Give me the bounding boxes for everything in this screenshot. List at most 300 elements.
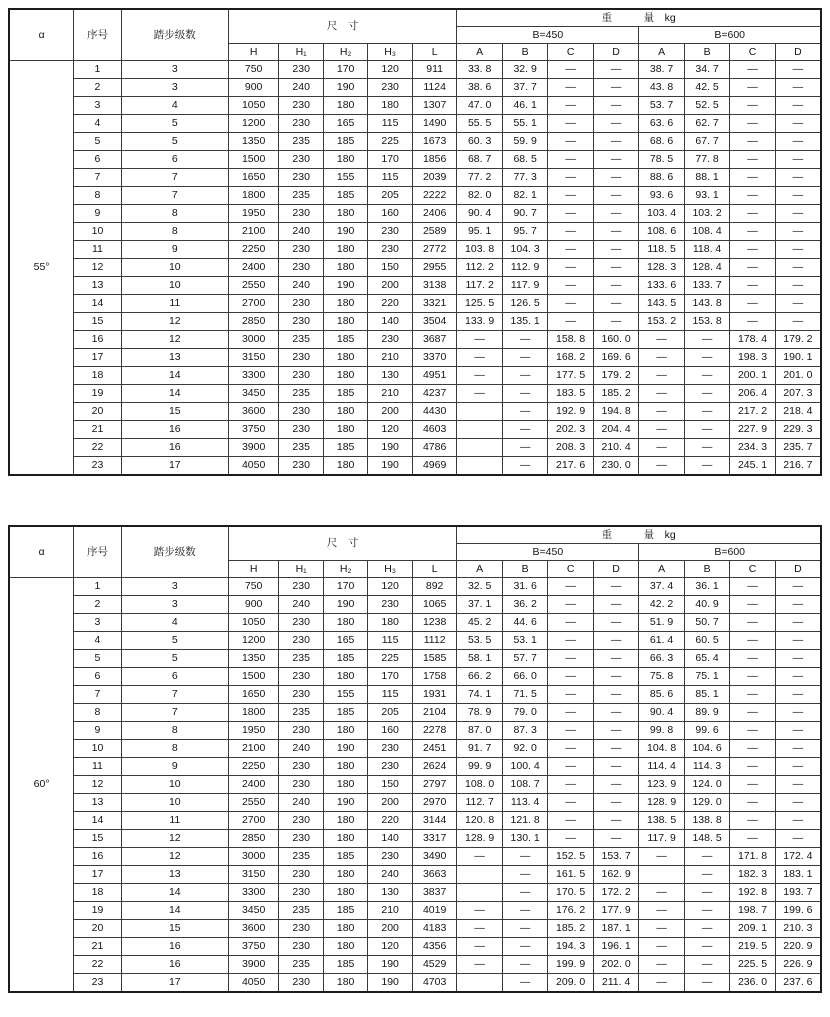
cell-b450-d: —	[593, 668, 638, 686]
cell-h1: 230	[279, 61, 323, 79]
cell-b450-a: 58. 1	[457, 650, 502, 668]
cell-h3: 230	[368, 331, 412, 349]
col-header-b450-d: D	[593, 561, 638, 578]
cell-b600-a: 114. 4	[639, 758, 684, 776]
cell-b600-b: 40. 9	[684, 596, 729, 614]
spec-table-55deg	[8, 8, 822, 476]
cell-b450-d: —	[593, 596, 638, 614]
table-body	[9, 578, 821, 993]
cell-h3: 170	[368, 668, 412, 686]
cell-h: 1500	[228, 668, 279, 686]
cell-h1: 230	[279, 367, 323, 385]
cell-serial: 22	[74, 956, 122, 974]
cell-h3: 230	[368, 79, 412, 97]
cell-b450-c: —	[548, 259, 593, 277]
cell-h: 1200	[228, 632, 279, 650]
cell-h: 3300	[228, 367, 279, 385]
cell-b450-c: 208. 3	[548, 439, 593, 457]
cell-l: 3144	[412, 812, 457, 830]
cell-b600-b: —	[684, 457, 729, 476]
cell-b450-b: 77. 3	[502, 169, 547, 187]
cell-steps: 16	[121, 956, 228, 974]
table-row	[9, 704, 821, 722]
cell-b600-c: —	[730, 740, 775, 758]
cell-b600-a: 37. 4	[639, 578, 684, 596]
cell-h: 1650	[228, 686, 279, 704]
cell-b450-d: —	[593, 169, 638, 187]
cell-b450-c: —	[548, 205, 593, 223]
cell-b450-a: 87. 0	[457, 722, 502, 740]
cell-b450-a: 125. 5	[457, 295, 502, 313]
cell-serial: 18	[74, 884, 122, 902]
cell-serial: 19	[74, 902, 122, 920]
cell-b600-a: —	[639, 884, 684, 902]
cell-b600-a: 138. 5	[639, 812, 684, 830]
cell-h3: 230	[368, 758, 412, 776]
cell-b600-c: —	[730, 61, 775, 79]
cell-b450-b: —	[502, 457, 547, 476]
cell-b450-c: 183. 5	[548, 385, 593, 403]
cell-h2: 180	[323, 866, 367, 884]
cell-b450-a: 120. 8	[457, 812, 502, 830]
cell-b600-d: —	[775, 259, 821, 277]
cell-steps: 8	[121, 722, 228, 740]
cell-b450-d: —	[593, 295, 638, 313]
cell-h: 3450	[228, 385, 279, 403]
cell-b450-b: —	[502, 385, 547, 403]
cell-l: 3490	[412, 848, 457, 866]
cell-h3: 210	[368, 902, 412, 920]
cell-h1: 235	[279, 187, 323, 205]
cell-steps: 4	[121, 614, 228, 632]
cell-b450-a: 74. 1	[457, 686, 502, 704]
cell-b450-b: —	[502, 331, 547, 349]
cell-steps: 10	[121, 259, 228, 277]
cell-b600-b: —	[684, 866, 729, 884]
cell-h3: 130	[368, 367, 412, 385]
cell-b600-c: —	[730, 169, 775, 187]
table-row	[9, 632, 821, 650]
cell-b600-d: —	[775, 295, 821, 313]
cell-l: 2772	[412, 241, 457, 259]
cell-b600-a: —	[639, 439, 684, 457]
col-header-h1: H₁	[279, 44, 323, 61]
col-header-dimensions: 尺 寸	[228, 526, 457, 561]
cell-b600-b: 133. 7	[684, 277, 729, 295]
cell-b450-d: 230. 0	[593, 457, 638, 476]
cell-b450-d: —	[593, 704, 638, 722]
cell-steps: 12	[121, 313, 228, 331]
cell-serial: 14	[74, 812, 122, 830]
col-header-b600-c: C	[730, 44, 775, 61]
cell-b600-b: —	[684, 385, 729, 403]
cell-h1: 230	[279, 403, 323, 421]
cell-steps: 7	[121, 686, 228, 704]
cell-b600-b: 108. 4	[684, 223, 729, 241]
cell-b600-b: —	[684, 902, 729, 920]
cell-b450-c: 199. 9	[548, 956, 593, 974]
cell-steps: 8	[121, 223, 228, 241]
cell-serial: 20	[74, 920, 122, 938]
cell-b450-a: 78. 9	[457, 704, 502, 722]
cell-b450-a: 91. 7	[457, 740, 502, 758]
cell-b600-d: —	[775, 133, 821, 151]
cell-b450-b: 44. 6	[502, 614, 547, 632]
cell-serial: 21	[74, 938, 122, 956]
cell-l: 4019	[412, 902, 457, 920]
cell-h2: 170	[323, 578, 367, 596]
cell-b450-c: —	[548, 830, 593, 848]
cell-l: 4786	[412, 439, 457, 457]
cell-l: 2222	[412, 187, 457, 205]
cell-b600-d: —	[775, 686, 821, 704]
cell-serial: 11	[74, 241, 122, 259]
col-header-h1: H₁	[279, 561, 323, 578]
cell-h1: 240	[279, 223, 323, 241]
col-header-h3: H₃	[368, 561, 412, 578]
cell-l: 4529	[412, 956, 457, 974]
cell-b450-d: —	[593, 686, 638, 704]
cell-b600-d: 235. 7	[775, 439, 821, 457]
cell-b600-c: 182. 3	[730, 866, 775, 884]
cell-b600-b: —	[684, 439, 729, 457]
col-header-b450-a: A	[457, 44, 502, 61]
cell-b450-c: 194. 3	[548, 938, 593, 956]
cell-b600-d: 183. 1	[775, 866, 821, 884]
cell-h1: 235	[279, 385, 323, 403]
cell-b450-b: 104. 3	[502, 241, 547, 259]
cell-h3: 190	[368, 956, 412, 974]
cell-h2: 180	[323, 259, 367, 277]
cell-b450-a: 82. 0	[457, 187, 502, 205]
cell-serial: 19	[74, 385, 122, 403]
cell-l: 2039	[412, 169, 457, 187]
cell-l: 1585	[412, 650, 457, 668]
table-row	[9, 403, 821, 421]
cell-serial: 6	[74, 668, 122, 686]
cell-b450-c: —	[548, 758, 593, 776]
cell-h: 1350	[228, 133, 279, 151]
cell-h: 3150	[228, 349, 279, 367]
cell-b600-c: —	[730, 776, 775, 794]
table-row	[9, 61, 821, 79]
cell-h2: 180	[323, 884, 367, 902]
cell-b600-a: —	[639, 848, 684, 866]
cell-b600-d: 207. 3	[775, 385, 821, 403]
cell-b600-d: —	[775, 812, 821, 830]
cell-h: 2400	[228, 259, 279, 277]
table-row	[9, 79, 821, 97]
cell-b450-c: 217. 6	[548, 457, 593, 476]
cell-h3: 120	[368, 421, 412, 439]
cell-b450-a	[457, 884, 502, 902]
cell-b450-a: 133. 9	[457, 313, 502, 331]
cell-l: 3317	[412, 830, 457, 848]
cell-b600-c: 192. 8	[730, 884, 775, 902]
cell-b600-d: 216. 7	[775, 457, 821, 476]
cell-steps: 14	[121, 884, 228, 902]
cell-b450-c: —	[548, 722, 593, 740]
cell-l: 2624	[412, 758, 457, 776]
cell-serial: 8	[74, 187, 122, 205]
cell-b450-d: —	[593, 812, 638, 830]
cell-b600-c: 217. 2	[730, 403, 775, 421]
cell-b600-d: 218. 4	[775, 403, 821, 421]
cell-h1: 230	[279, 97, 323, 115]
cell-b450-b: 117. 9	[502, 277, 547, 295]
cell-l: 1673	[412, 133, 457, 151]
cell-h2: 190	[323, 277, 367, 295]
col-header-l: L	[412, 561, 457, 578]
alpha-value: 55°	[9, 61, 74, 476]
table-row	[9, 331, 821, 349]
cell-h2: 185	[323, 439, 367, 457]
cell-steps: 14	[121, 385, 228, 403]
cell-h3: 200	[368, 794, 412, 812]
cell-b600-d: —	[775, 668, 821, 686]
cell-h2: 180	[323, 349, 367, 367]
cell-h2: 185	[323, 704, 367, 722]
cell-b450-d: —	[593, 740, 638, 758]
cell-b600-b: 153. 8	[684, 313, 729, 331]
cell-b600-d: —	[775, 169, 821, 187]
cell-serial: 15	[74, 830, 122, 848]
cell-h: 2400	[228, 776, 279, 794]
cell-b450-b: 68. 5	[502, 151, 547, 169]
cell-b600-a: 78. 5	[639, 151, 684, 169]
cell-h1: 230	[279, 668, 323, 686]
cell-h: 3600	[228, 920, 279, 938]
cell-b600-a: 143. 5	[639, 295, 684, 313]
cell-b450-a: 103. 8	[457, 241, 502, 259]
col-header-b450-d: D	[593, 44, 638, 61]
cell-b600-d: —	[775, 794, 821, 812]
cell-b600-d: —	[775, 830, 821, 848]
table-row	[9, 259, 821, 277]
cell-steps: 5	[121, 115, 228, 133]
cell-b450-a	[457, 403, 502, 421]
cell-b600-c: —	[730, 722, 775, 740]
cell-h: 3750	[228, 938, 279, 956]
cell-h: 2700	[228, 295, 279, 313]
cell-b450-d: 153. 7	[593, 848, 638, 866]
cell-l: 3837	[412, 884, 457, 902]
cell-h1: 230	[279, 686, 323, 704]
cell-b600-b: 36. 1	[684, 578, 729, 596]
cell-h: 1800	[228, 704, 279, 722]
cell-steps: 14	[121, 367, 228, 385]
cell-steps: 3	[121, 61, 228, 79]
cell-h: 4050	[228, 457, 279, 476]
cell-h3: 150	[368, 776, 412, 794]
cell-b450-d: 179. 2	[593, 367, 638, 385]
cell-b450-a: —	[457, 956, 502, 974]
cell-b600-a: 61. 4	[639, 632, 684, 650]
table-row	[9, 277, 821, 295]
cell-b450-a: 112. 7	[457, 794, 502, 812]
cell-b450-a	[457, 457, 502, 476]
cell-h1: 230	[279, 295, 323, 313]
cell-l: 2406	[412, 205, 457, 223]
cell-b600-c: 206. 4	[730, 385, 775, 403]
cell-steps: 7	[121, 169, 228, 187]
cell-b450-b: 90. 7	[502, 205, 547, 223]
cell-h1: 230	[279, 866, 323, 884]
cell-b450-d: —	[593, 614, 638, 632]
cell-b450-d: 210. 4	[593, 439, 638, 457]
cell-h3: 160	[368, 205, 412, 223]
cell-h1: 230	[279, 349, 323, 367]
cell-b600-d: 172. 4	[775, 848, 821, 866]
cell-h: 3750	[228, 421, 279, 439]
cell-b450-b: 126. 5	[502, 295, 547, 313]
cell-h2: 180	[323, 920, 367, 938]
cell-serial: 16	[74, 331, 122, 349]
cell-b450-c: —	[548, 223, 593, 241]
cell-b450-c: —	[548, 776, 593, 794]
cell-h1: 230	[279, 259, 323, 277]
cell-h1: 230	[279, 830, 323, 848]
cell-h1: 240	[279, 740, 323, 758]
cell-b600-a: 128. 3	[639, 259, 684, 277]
cell-steps: 6	[121, 151, 228, 169]
table-row	[9, 776, 821, 794]
cell-h2: 185	[323, 133, 367, 151]
cell-h2: 185	[323, 902, 367, 920]
cell-b450-b: 95. 7	[502, 223, 547, 241]
cell-h: 1650	[228, 169, 279, 187]
cell-h: 1950	[228, 722, 279, 740]
cell-h3: 200	[368, 920, 412, 938]
cell-h: 1500	[228, 151, 279, 169]
cell-h2: 185	[323, 331, 367, 349]
cell-steps: 17	[121, 974, 228, 993]
cell-steps: 16	[121, 439, 228, 457]
cell-b600-b: —	[684, 920, 729, 938]
cell-b600-c: —	[730, 295, 775, 313]
cell-h1: 230	[279, 169, 323, 187]
cell-steps: 5	[121, 133, 228, 151]
col-header-b600: B=600	[639, 27, 821, 44]
cell-h: 750	[228, 578, 279, 596]
col-header-h: H	[228, 561, 279, 578]
cell-h2: 180	[323, 151, 367, 169]
cell-serial: 3	[74, 614, 122, 632]
cell-b600-b: —	[684, 331, 729, 349]
cell-h2: 180	[323, 974, 367, 993]
cell-b450-d: 194. 8	[593, 403, 638, 421]
cell-b450-b: 46. 1	[502, 97, 547, 115]
col-header-b600: B=600	[639, 544, 821, 561]
cell-l: 3321	[412, 295, 457, 313]
table-row	[9, 385, 821, 403]
cell-b450-b: —	[502, 884, 547, 902]
cell-h: 2250	[228, 241, 279, 259]
cell-steps: 10	[121, 277, 228, 295]
cell-b450-d: —	[593, 97, 638, 115]
col-header-h2: H₂	[323, 561, 367, 578]
cell-b450-c: 202. 3	[548, 421, 593, 439]
cell-b600-a: 133. 6	[639, 277, 684, 295]
cell-steps: 3	[121, 578, 228, 596]
cell-b450-c: —	[548, 668, 593, 686]
table-row	[9, 758, 821, 776]
cell-b450-d: —	[593, 313, 638, 331]
cell-h3: 200	[368, 403, 412, 421]
table-row	[9, 974, 821, 993]
cell-l: 1238	[412, 614, 457, 632]
cell-steps: 15	[121, 920, 228, 938]
cell-b600-d: 210. 3	[775, 920, 821, 938]
cell-h1: 230	[279, 920, 323, 938]
cell-b450-d: —	[593, 259, 638, 277]
cell-b600-b: —	[684, 956, 729, 974]
cell-l: 3370	[412, 349, 457, 367]
col-header-alpha: α	[9, 9, 74, 61]
cell-b600-c: 236. 0	[730, 974, 775, 993]
cell-b600-a: 88. 6	[639, 169, 684, 187]
cell-b450-d: —	[593, 61, 638, 79]
cell-b600-c: 227. 9	[730, 421, 775, 439]
cell-serial: 17	[74, 349, 122, 367]
cell-b450-a: —	[457, 902, 502, 920]
cell-b600-b: 88. 1	[684, 169, 729, 187]
cell-h1: 230	[279, 632, 323, 650]
cell-b600-b: 89. 9	[684, 704, 729, 722]
cell-steps: 10	[121, 776, 228, 794]
cell-serial: 1	[74, 578, 122, 596]
cell-serial: 8	[74, 704, 122, 722]
col-header-alpha: α	[9, 526, 74, 578]
cell-serial: 7	[74, 686, 122, 704]
cell-steps: 12	[121, 848, 228, 866]
spec-table-60deg	[8, 525, 822, 993]
cell-b600-d: —	[775, 578, 821, 596]
cell-b600-d: —	[775, 115, 821, 133]
cell-steps: 13	[121, 866, 228, 884]
cell-b450-c: —	[548, 596, 593, 614]
cell-steps: 10	[121, 794, 228, 812]
cell-b600-c: —	[730, 596, 775, 614]
cell-serial: 20	[74, 403, 122, 421]
cell-serial: 14	[74, 295, 122, 313]
cell-b600-d: —	[775, 596, 821, 614]
cell-b450-b: —	[502, 421, 547, 439]
cell-b600-c: 198. 3	[730, 349, 775, 367]
cell-l: 2970	[412, 794, 457, 812]
col-header-b450: B=450	[457, 27, 639, 44]
col-header-b600-b: B	[684, 561, 729, 578]
table-row	[9, 367, 821, 385]
cell-b450-d: 202. 0	[593, 956, 638, 974]
cell-b600-b: —	[684, 367, 729, 385]
cell-steps: 17	[121, 457, 228, 476]
cell-b600-b: 77. 8	[684, 151, 729, 169]
cell-b600-c: —	[730, 79, 775, 97]
cell-b450-c: 209. 0	[548, 974, 593, 993]
cell-b450-a: 45. 2	[457, 614, 502, 632]
cell-b450-c: 177. 5	[548, 367, 593, 385]
cell-l: 4237	[412, 385, 457, 403]
cell-b600-d: —	[775, 313, 821, 331]
cell-steps: 3	[121, 79, 228, 97]
cell-h3: 160	[368, 722, 412, 740]
cell-b600-a: —	[639, 349, 684, 367]
cell-steps: 9	[121, 758, 228, 776]
cell-steps: 16	[121, 421, 228, 439]
col-header-b600-a: A	[639, 44, 684, 61]
cell-b450-a: 38. 6	[457, 79, 502, 97]
